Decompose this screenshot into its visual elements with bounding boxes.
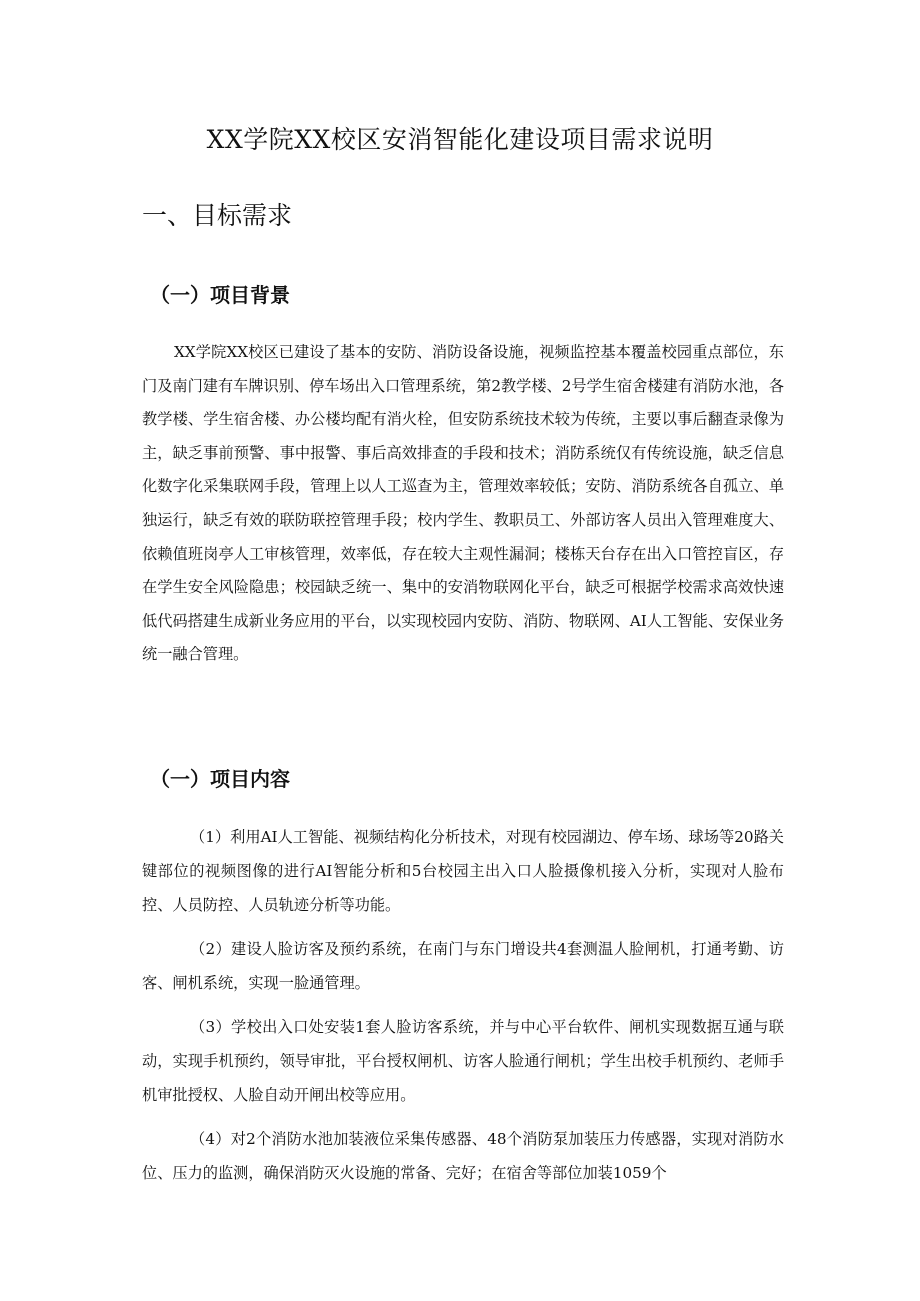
content-item-2: （2）建设人脸访客及预约系统，在南门与东门增设共4套测温人脸闸机，打通考勤、访客、闸机系统，实现一脸通管理。 xyxy=(142,940,784,992)
content-item-3: （3）学校出入口处安装1套人脸访客系统，并与中心平台软件、闸机实现数据互通与联动，实现手机预约，领导审批，平台授权闸机、访客人脸通行闸机；学生出校手机预约、老师手机审批授权、人脸自动开闸出校等应用。 xyxy=(142,1018,784,1104)
content-item-1: （1）利用AI人工智能、视频结构化分析技术，对现有校园湖边、停车场、球场等20路关键部位的视频图像的进行AI智能分析和5台校园主出入口人脸摄像机接入分析，实现对人脸布控、人员防控、人员轨迹分析等功能。 xyxy=(142,828,784,914)
subheading-project-background: （一）项目背景 xyxy=(150,283,290,307)
background-paragraph: XX学院XX校区已建设了基本的安防、消防设备设施，视频监控基本覆盖校园重点部位，东门及南门建有车牌识别、停车场出入口管理系统，第2教学楼、2号学生宿舍楼建有消防水池，各教学楼、学生宿舍楼、办公楼均配有消火栓，但安防系统技术较为传统，主要以事后翻查录像为主，缺乏事前预警、事中报警、事后高效排查的手段和技术；消防系统仅有传统设施，缺乏信息化数字化采集联网手段，管理上以人工巡查为主，管理效率较低；安防、消防系统各自孤立、单独运行，缺乏有效的联防联控管理手段；校内学生、教职员工、外部访客人员出入管理难度大、依赖值班岗亭人工审核管理，效率低，存在较大主观性漏洞；楼栋天台存在出入口管控盲区，存在学生安全风险隐患；校园缺乏统一、集中的安消物联网化平台，缺乏可根据学校需求高效快速低代码搭建生成新业务应用的平台，以实现校园内安防、消防、物联网、AI人工智能、安保业务统一融合管理。 xyxy=(142,343,785,664)
document-title: XX学院XX校区安消智能化建设项目需求说明 xyxy=(206,125,714,154)
section-heading-goals: 一、目标需求 xyxy=(142,201,293,230)
content-item-4: （4）对2个消防水池加装液位采集传感器、48个消防泵加装压力传感器，实现对消防水位、压力的监测，确保消防灭火设施的常备、完好；在宿舍等部位加装1059个 xyxy=(142,1130,784,1182)
subheading-project-content: （一）项目内容 xyxy=(150,767,290,791)
